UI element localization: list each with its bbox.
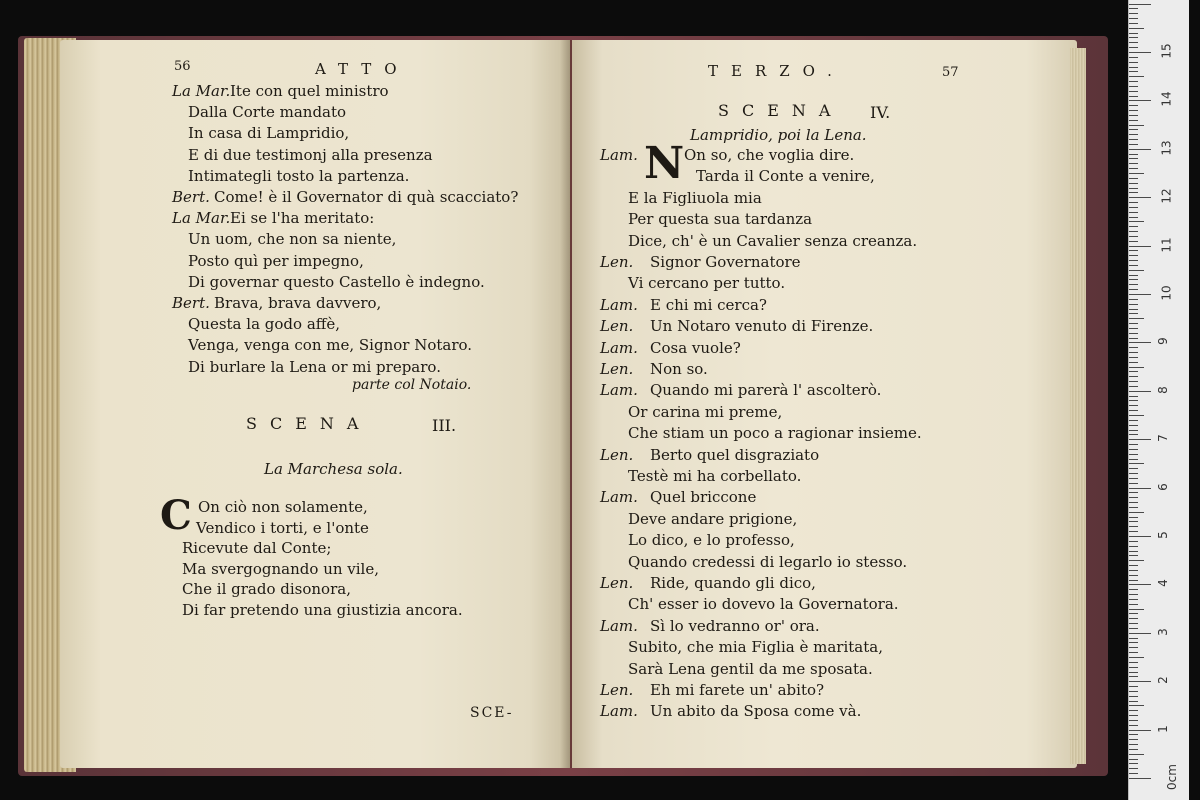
verse-line: On ciò non solamente, — [198, 498, 368, 516]
ruler-tick — [1129, 33, 1138, 34]
ruler-tick — [1129, 667, 1138, 668]
ruler-tick — [1129, 749, 1138, 750]
verse-line: Che stiam un poco a ragionar insieme. — [628, 424, 922, 443]
ruler-tick — [1129, 270, 1144, 271]
ruler-tick — [1129, 342, 1151, 343]
ruler-tick — [1129, 299, 1138, 300]
speaker-name: Len. — [600, 253, 634, 271]
ruler-tick — [1129, 125, 1144, 126]
ruler-tick — [1129, 551, 1138, 552]
ruler-tick — [1129, 367, 1144, 368]
verse-line: Posto quì per impegno, — [188, 251, 364, 270]
verse-line: Testè mi ha corbellato. — [628, 467, 802, 485]
ruler-tick — [1129, 226, 1138, 227]
ruler-tick — [1129, 231, 1138, 232]
verse-line: Che il grado disonora, — [182, 580, 351, 598]
ruler-tick — [1129, 642, 1138, 643]
speaker-name: La Mar. — [172, 209, 231, 228]
ruler-tick — [1129, 13, 1138, 14]
verse-line: On so, che voglia dire. — [684, 146, 855, 164]
ruler-tick — [1129, 212, 1138, 213]
ruler-tick — [1129, 260, 1138, 261]
ruler-tick — [1129, 328, 1138, 329]
ruler-tick — [1129, 115, 1138, 116]
ruler-tick — [1129, 672, 1138, 673]
speaker-name: Bert. — [172, 294, 210, 312]
ruler-tick — [1129, 463, 1144, 464]
ruler-tick — [1129, 37, 1138, 38]
ruler-tick — [1129, 696, 1138, 697]
running-head: TERZO. — [708, 62, 845, 80]
ruler-tick — [1129, 168, 1138, 169]
ruler-label: 6 — [1155, 482, 1170, 491]
speaker-name: Lam. — [600, 702, 638, 721]
scene-persons: La Marchesa sola. — [264, 460, 403, 478]
verse-line: E chi mi cerca? — [650, 295, 767, 314]
verse-line: Di burlare la Lena or mi preparo. — [188, 357, 441, 376]
ruler-tick — [1129, 381, 1138, 382]
ruler-tick — [1129, 338, 1138, 339]
ruler-tick — [1129, 139, 1138, 140]
ruler-tick — [1129, 42, 1138, 43]
ruler-tick — [1129, 473, 1138, 474]
ruler-tick — [1129, 246, 1151, 247]
ruler-tick — [1129, 763, 1138, 764]
verse-line: Di governar questo Castello è indegno. — [188, 272, 485, 291]
ruler-tick — [1129, 202, 1138, 203]
ruler-label: 13 — [1159, 140, 1174, 156]
ruler-tick — [1129, 589, 1138, 590]
ruler-tick — [1129, 18, 1138, 19]
ruler-tick — [1129, 778, 1151, 779]
ruler-tick — [1129, 120, 1138, 121]
ruler-tick — [1129, 110, 1138, 111]
ruler-tick — [1129, 536, 1151, 537]
ruler-tick — [1129, 618, 1138, 619]
scene-number: III. — [432, 416, 457, 435]
verse-line: Lo dico, e lo professo, — [628, 531, 795, 550]
verse-line: Brava, brava davvero, — [214, 294, 382, 312]
ruler-tick — [1129, 47, 1138, 48]
scene-persons: Lampridio, poi la Lena. — [690, 126, 867, 144]
ruler-tick — [1129, 183, 1138, 184]
ruler-tick — [1129, 705, 1144, 706]
ruler-tick — [1129, 744, 1138, 745]
ruler-tick — [1129, 541, 1138, 542]
verse-line: Dalla Corte mandato — [188, 103, 347, 122]
ruler-tick — [1129, 265, 1138, 266]
ruler-tick — [1129, 759, 1138, 760]
ruler-tick — [1129, 710, 1138, 711]
ruler-label: 1 — [1155, 724, 1170, 733]
verse-line: Quando mi parerà l' ascolterò. — [650, 381, 882, 400]
verse-line: Ei se l'ha meritato: — [230, 209, 375, 228]
ruler-label: 11 — [1159, 236, 1174, 253]
ruler-tick — [1129, 638, 1138, 639]
ruler-tick — [1129, 570, 1138, 571]
ruler-tick — [1129, 580, 1138, 581]
ruler-tick — [1129, 468, 1138, 469]
ruler-tick — [1129, 739, 1138, 740]
ruler-tick — [1129, 512, 1144, 513]
ruler-tick — [1129, 560, 1144, 561]
verse-line: Ite con quel ministro — [230, 82, 389, 100]
verse-line: Sì lo vedranno or' ora. — [650, 616, 820, 635]
ruler-tick — [1129, 192, 1138, 193]
verse-line: Vi cercano per tutto. — [628, 274, 786, 293]
speaker-name: Lam. — [600, 338, 638, 357]
ruler-label: 10 — [1159, 285, 1174, 301]
ruler-tick — [1129, 76, 1144, 77]
ruler-tick — [1129, 207, 1138, 208]
ruler-label: 3 — [1155, 627, 1170, 636]
verse-line: Non so. — [650, 360, 708, 378]
verse-line: Signor Governatore — [650, 253, 801, 271]
ruler-tick — [1129, 623, 1138, 624]
ruler-tick — [1129, 594, 1138, 595]
ruler-tick — [1129, 57, 1138, 58]
verse-line: Un Notaro venuto di Firenze. — [650, 317, 874, 336]
ruler-tick — [1129, 391, 1151, 392]
ruler-tick — [1129, 96, 1138, 97]
ruler-tick — [1129, 105, 1138, 106]
ruler-tick — [1129, 459, 1138, 460]
verse-line: Vendico i torti, e l'onte — [196, 518, 369, 537]
ruler-tick — [1129, 526, 1138, 527]
verse-line: Dice, ch' è un Cavalier senza creanza. — [628, 231, 918, 250]
ruler-tick — [1129, 333, 1138, 334]
ruler-tick — [1129, 323, 1138, 324]
speaker-name: Lam. — [600, 146, 638, 164]
page-number: 57 — [942, 65, 959, 80]
ruler-tick — [1129, 483, 1138, 484]
verse-line: Ma svergognando un vile, — [182, 559, 379, 578]
ruler-tick — [1129, 4, 1151, 5]
ruler-tick — [1129, 531, 1138, 532]
ruler-tick — [1129, 488, 1151, 489]
ruler-tick — [1129, 158, 1138, 159]
ruler-tick — [1129, 521, 1138, 522]
ruler-tick — [1129, 701, 1138, 702]
ruler-tick — [1129, 318, 1144, 319]
verse-line: Ricevute dal Conte; — [182, 539, 332, 557]
ruler-tick — [1129, 154, 1138, 155]
speaker-name: Lam. — [600, 488, 638, 507]
scene-number: IV. — [870, 103, 891, 122]
catchword: SCE- — [470, 705, 514, 721]
ruler-tick — [1129, 62, 1138, 63]
ruler-tick — [1129, 657, 1144, 658]
ruler-tick — [1129, 730, 1151, 731]
ruler-tick — [1129, 599, 1138, 600]
speaker-name: Lam. — [600, 295, 638, 314]
ruler-tick — [1129, 241, 1138, 242]
ruler-tick — [1129, 613, 1138, 614]
ruler-tick — [1129, 734, 1138, 735]
ruler-tick — [1129, 8, 1138, 9]
ruler-tick — [1129, 386, 1138, 387]
ruler-tick — [1129, 768, 1138, 769]
ruler-tick — [1129, 434, 1138, 435]
speaker-name: La Mar. — [172, 82, 231, 100]
ruler-tick — [1129, 647, 1138, 648]
ruler-tick — [1129, 425, 1138, 426]
ruler-tick — [1129, 478, 1138, 479]
ruler-tick — [1129, 347, 1138, 348]
ruler-tick — [1129, 439, 1151, 440]
speaker-name: Len. — [600, 360, 634, 378]
ruler-tick — [1129, 304, 1138, 305]
ruler-tick — [1129, 691, 1138, 692]
measuring-ruler — [1128, 0, 1189, 800]
verse-line: Eh mi farete un' abito? — [650, 681, 825, 699]
ruler-tick — [1129, 86, 1138, 87]
ruler-tick — [1129, 449, 1138, 450]
speaker-name: Len. — [600, 445, 634, 464]
ruler-tick — [1129, 129, 1138, 130]
ruler-tick — [1129, 662, 1138, 663]
ruler-tick — [1129, 497, 1138, 498]
speaker-name: Len. — [600, 317, 634, 336]
ruler-tick — [1129, 686, 1138, 687]
page-edges — [1070, 48, 1086, 764]
ruler-tick — [1129, 173, 1144, 174]
ruler-label: 0cm — [1164, 764, 1179, 790]
ruler-tick — [1129, 430, 1138, 431]
ruler-tick — [1129, 754, 1144, 755]
ruler-tick — [1129, 294, 1151, 295]
ruler-label: 4 — [1155, 579, 1170, 588]
ruler-tick — [1129, 357, 1138, 358]
ruler-tick — [1129, 502, 1138, 503]
running-head: ATTO — [315, 60, 410, 78]
verse-line: Or carina mi preme, — [628, 402, 783, 421]
ruler-tick — [1129, 454, 1138, 455]
ruler-tick — [1129, 725, 1138, 726]
verse-line: Cosa vuole? — [650, 338, 741, 357]
ruler-label: 9 — [1155, 337, 1170, 346]
ruler-tick — [1129, 178, 1138, 179]
drop-cap: C — [160, 492, 192, 539]
ruler-tick — [1129, 255, 1138, 256]
ruler-label: 12 — [1159, 188, 1174, 204]
ruler-tick — [1129, 507, 1138, 508]
ruler-label: 5 — [1155, 531, 1170, 539]
ruler-tick — [1129, 81, 1138, 82]
verse-line: Quel briccone — [650, 488, 757, 507]
verse-line: Un uom, che non sa niente, — [188, 230, 397, 249]
verse-line: Sarà Lena gentil da me sposata. — [628, 659, 873, 678]
ruler-tick — [1129, 67, 1138, 68]
ruler-tick — [1129, 197, 1151, 198]
ruler-tick — [1129, 149, 1151, 150]
ruler-tick — [1129, 400, 1138, 401]
ruler-tick — [1129, 163, 1138, 164]
ruler-label: 7 — [1155, 434, 1170, 443]
ruler-tick — [1129, 52, 1151, 53]
ruler-tick — [1129, 275, 1138, 276]
verse-line: Venga, venga con me, Signor Notaro. — [188, 336, 473, 355]
speaker-name: Len. — [600, 574, 634, 592]
verse-line: Tarda il Conte a venire, — [696, 167, 875, 186]
left-page — [60, 40, 570, 768]
ruler-tick — [1129, 376, 1138, 377]
verse-line: E di due testimonj alla presenza — [188, 145, 433, 164]
ruler-tick — [1129, 28, 1144, 29]
ruler-tick — [1129, 309, 1138, 310]
ruler-tick — [1129, 284, 1138, 285]
drop-cap: N — [644, 138, 685, 189]
ruler-tick — [1129, 221, 1144, 222]
verse-line: Subito, che mia Figlia è maritata, — [628, 638, 883, 657]
ruler-tick — [1129, 352, 1138, 353]
ruler-tick — [1129, 405, 1138, 406]
ruler-tick — [1129, 91, 1138, 92]
ruler-tick — [1129, 444, 1138, 445]
verse-line: Un abito da Sposa come và. — [650, 702, 862, 721]
ruler-tick — [1129, 236, 1138, 237]
page-number: 56 — [174, 59, 191, 74]
verse-line: E la Figliuola mia — [628, 188, 762, 207]
speaker-name: Bert. — [172, 188, 210, 206]
ruler-tick — [1129, 144, 1138, 145]
ruler-label: 14 — [1159, 91, 1174, 108]
ruler-tick — [1129, 396, 1138, 397]
verse-line: Questa la godo affè, — [188, 315, 341, 334]
ruler-tick — [1129, 420, 1138, 421]
ruler-tick — [1129, 628, 1138, 629]
verse-line: In casa di Lampridio, — [188, 124, 350, 143]
ruler-tick — [1129, 720, 1138, 721]
verse-line: Intimategli tosto la partenza. — [188, 166, 410, 185]
ruler-tick — [1129, 604, 1138, 605]
ruler-tick — [1129, 517, 1138, 518]
ruler-tick — [1129, 773, 1138, 774]
ruler-tick — [1129, 584, 1151, 585]
ruler-tick — [1129, 100, 1151, 101]
scene-heading: SCENA — [246, 414, 372, 433]
ruler-label: 15 — [1159, 43, 1174, 59]
verse-line: Di far pretendo una giustizia ancora. — [182, 600, 463, 619]
ruler-tick — [1129, 565, 1138, 566]
ruler-tick — [1129, 23, 1138, 24]
ruler-tick — [1129, 410, 1138, 411]
ruler-label: 8 — [1155, 385, 1170, 394]
ruler-tick — [1129, 676, 1138, 677]
speaker-name: Lam. — [600, 381, 638, 400]
ruler-tick — [1129, 492, 1138, 493]
stage-direction: parte col Notaio. — [352, 377, 472, 393]
ruler-tick — [1129, 681, 1151, 682]
ruler-tick — [1129, 575, 1138, 576]
ruler-tick — [1129, 250, 1138, 251]
verse-line: Deve andare prigione, — [628, 509, 798, 528]
speaker-name: Len. — [600, 681, 634, 699]
ruler-tick — [1129, 134, 1138, 135]
ruler-tick — [1129, 279, 1138, 280]
ruler-tick — [1129, 555, 1138, 556]
verse-line: Come! è il Governator di quà scacciato? — [214, 188, 519, 206]
ruler-tick — [1129, 362, 1138, 363]
ruler-tick — [1129, 652, 1138, 653]
ruler-tick — [1129, 188, 1138, 189]
ruler-label: 2 — [1155, 676, 1170, 685]
ruler-tick — [1129, 289, 1138, 290]
ruler-tick — [1129, 71, 1138, 72]
speaker-name: Lam. — [600, 616, 638, 635]
ruler-tick — [1129, 313, 1138, 314]
ruler-tick — [1129, 715, 1138, 716]
ruler-tick — [1129, 415, 1144, 416]
verse-line: Per questa sua tardanza — [628, 210, 813, 229]
verse-line: Ch' esser io dovevo la Governatora. — [628, 595, 899, 614]
right-page — [572, 40, 1077, 768]
verse-line: Berto quel disgraziato — [650, 445, 820, 464]
ruler-tick — [1129, 217, 1138, 218]
ruler-tick — [1129, 633, 1151, 634]
scene-heading: SCENA — [718, 101, 844, 120]
verse-line: Ride, quando gli dico, — [650, 574, 816, 592]
ruler-tick — [1129, 371, 1138, 372]
ruler-tick — [1129, 546, 1138, 547]
ruler-tick — [1129, 609, 1144, 610]
verse-line: Quando credessi di legarlo io stesso. — [628, 552, 908, 571]
